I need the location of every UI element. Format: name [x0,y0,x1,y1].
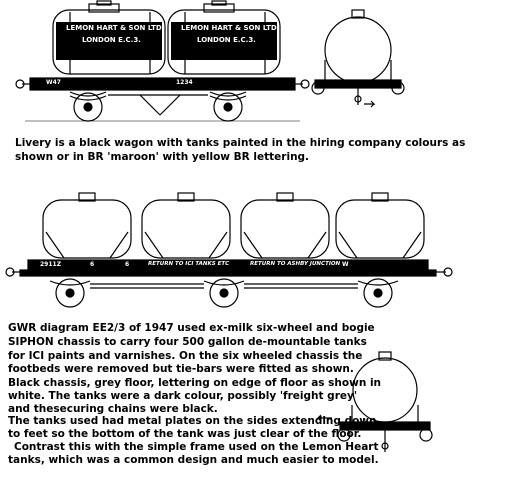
caption1-line2: shown or in BR 'maroon' with yellow BR lettering. [15,151,310,163]
lemon-hart-wagon-end [312,10,404,107]
caption2-line2: SIPHON chassis to carry four 500 gallon de-mountable tanks [8,336,367,348]
caption2-line4: footbeds were removed but tie-bars were fitted as shown. [8,363,354,375]
bogie-wagon-number: 2911Z [40,261,62,268]
tank-lettering-right-line2: LONDON E.C.3. [197,36,256,44]
lemon-hart-wagon-side [16,1,309,121]
caption2-line9: to feet so the bottom of the tank was just clear of the floor. [8,428,362,440]
caption2-line7: and thesecuring chains were black. [8,403,218,415]
caption2-line10: Contrast this with the simple frame used on the Lemon Heart [14,441,379,453]
caption2-line6: white. The tanks were a dark colour, possibly 'freight grey' [8,390,358,402]
caption2-line8: The tanks used had metal plates on the sides extending down [8,415,377,427]
bogie-lettering-4: RETURN TO ASHBY JUNCTION [250,261,341,267]
top-wagon-plate-left: W47 [46,79,61,86]
ici-tank-wagon-side [6,193,452,307]
tank-lettering-left-line1: LEMON HART & SON LTD [66,24,162,32]
caption2-line3: for ICI paints and varnishes. On the six wheeled chassis the [8,350,363,362]
bogie-lettering-2: 6 [125,261,130,268]
bogie-lettering-5: W [342,261,349,268]
bogie-lettering-3: RETURN TO ICI TANKS ETC [148,261,230,267]
tank-lettering-right-line1: LEMON HART & SON LTD [181,24,277,32]
tank-lettering-left-line2: LONDON E.C.3. [82,36,141,44]
caption2-line5: Black chassis, grey floor, lettering on edge of floor as shown in [8,377,382,389]
bogie-lettering-1: 6 [90,261,95,268]
caption2-line1: GWR diagram EE2/3 of 1947 used ex-milk six-wheel and bogie [8,322,375,334]
caption2-line11: tanks, which was a common design and much easier to model. [8,454,379,466]
top-wagon-plate-right: 1234 [176,79,193,86]
caption1-line1: Livery is a black wagon with tanks painted in the hiring company colours as [15,137,466,149]
